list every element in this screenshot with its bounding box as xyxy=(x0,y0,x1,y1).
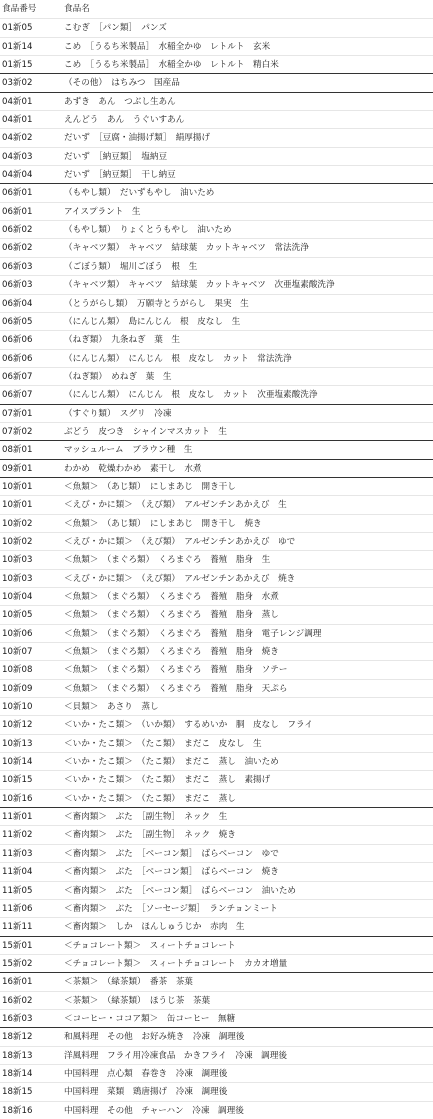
food-code-cell: 11新03 xyxy=(2,848,33,859)
food-code-cell: 01新14 xyxy=(2,41,33,52)
table-row xyxy=(0,330,433,348)
food-code-cell: 11新02 xyxy=(2,830,33,841)
table-row xyxy=(0,294,433,312)
food-code-cell: 10新06 xyxy=(2,628,33,639)
food-name-cell: ＜コーヒー・ココア類＞ 缶コーヒー 無糖 xyxy=(64,1013,236,1024)
table-row xyxy=(0,312,433,330)
food-name-cell: 和風料理 その他 お好み焼き 冷凍 調理後 xyxy=(64,1032,245,1043)
food-name-cell: ＜畜肉類＞ ぶた ［副生物］ ネック 生 xyxy=(64,812,228,823)
food-code-cell: 10新07 xyxy=(2,647,33,658)
food-code-cell: 06新07 xyxy=(2,371,33,382)
food-name-cell: （にんじん類） にんじん 根 皮なし カット 次亜塩素酸洗浄 xyxy=(64,390,318,401)
food-name-cell: ＜いか・たこ類＞ （たこ類） まだこ 蒸し xyxy=(64,793,236,804)
table-row xyxy=(0,1101,433,1119)
food-name-cell: ＜チョコレート類＞ スィートチョコレート カカオ増量 xyxy=(64,958,288,969)
food-name-cell: だいず ［納豆類］ 塩納豆 xyxy=(64,151,168,162)
food-name-cell: （すぐり類） スグリ 冷凍 xyxy=(64,408,172,419)
table-row xyxy=(0,825,433,843)
table-row xyxy=(0,55,433,73)
food-name-cell: （もやし類） だいずもやし 油いため xyxy=(64,188,215,199)
food-name-cell: 中国料理 その他 チャーハン 冷凍 調理後 xyxy=(64,1105,244,1116)
table-row xyxy=(0,899,433,917)
food-code-cell: 06新03 xyxy=(2,261,33,272)
food-code-cell: 01新05 xyxy=(2,23,33,34)
food-code-cell: 16新02 xyxy=(2,995,33,1006)
table-row xyxy=(0,349,433,367)
food-code-cell: 18新13 xyxy=(2,1050,33,1061)
food-code-cell: 08新01 xyxy=(2,445,33,456)
table-row xyxy=(0,991,433,1009)
food-name-cell: （キャベツ類） キャベツ 結球葉 カットキャベツ 次亜塩素酸洗浄 xyxy=(64,280,335,291)
table-row xyxy=(0,92,433,110)
table-row xyxy=(0,147,433,165)
table-row xyxy=(0,642,433,660)
food-code-cell: 06新03 xyxy=(2,280,33,291)
table-row xyxy=(0,936,433,954)
food-code-cell: 10新02 xyxy=(2,536,33,547)
food-code-cell: 06新01 xyxy=(2,206,33,217)
food-code-cell: 06新02 xyxy=(2,243,33,254)
table-row xyxy=(0,275,433,293)
food-code-cell: 10新16 xyxy=(2,793,33,804)
table-row xyxy=(0,18,433,36)
food-name-cell: ＜チョコレート類＞ スィートチョコレート xyxy=(64,940,236,951)
food-name-cell: ＜いか・たこ類＞ （たこ類） まだこ 蒸し 素揚げ xyxy=(64,775,271,786)
table-row xyxy=(0,605,433,623)
food-code-cell: 10新09 xyxy=(2,683,33,694)
food-name-cell: （にんじん類） 島にんじん 根 皮なし 生 xyxy=(64,316,241,327)
food-code-cell: 16新01 xyxy=(2,977,33,988)
food-code-cell: 18新14 xyxy=(2,1068,33,1079)
food-name-cell: （その他） はちみつ 国産品 xyxy=(64,78,180,89)
table-row xyxy=(0,1027,433,1045)
table-row xyxy=(0,128,433,146)
table-header xyxy=(0,0,433,18)
food-name-cell: ＜いか・たこ類＞ （いか類） するめいか 胴 皮なし フライ xyxy=(64,720,313,731)
table-row xyxy=(0,73,433,91)
food-name-cell: （キャベツ類） キャベツ 結球葉 カットキャベツ 常法洗浄 xyxy=(64,243,309,254)
table-row xyxy=(0,220,433,238)
food-code-cell: 06新07 xyxy=(2,390,33,401)
table-row xyxy=(0,183,433,201)
food-code-cell: 06新02 xyxy=(2,225,33,236)
table-row xyxy=(0,624,433,642)
table-row xyxy=(0,587,433,605)
table-row xyxy=(0,477,433,495)
food-code-cell: 15新01 xyxy=(2,940,33,951)
food-code-cell: 18新12 xyxy=(2,1032,33,1043)
food-name-cell: ＜茶類＞ （緑茶類） 番茶 茶葉 xyxy=(64,977,193,988)
column-header-code: 食品番号 xyxy=(2,4,37,14)
table-row xyxy=(0,972,433,990)
table-row xyxy=(0,807,433,825)
table-row xyxy=(0,954,433,972)
food-name-cell: ＜魚類＞ （まぐろ類） くろまぐろ 養殖 脂身 ソテー xyxy=(64,665,288,676)
food-code-cell: 04新01 xyxy=(2,115,33,126)
food-name-cell: ＜魚類＞ （まぐろ類） くろまぐろ 養殖 脂身 天ぷら xyxy=(64,683,288,694)
food-code-cell: 11新06 xyxy=(2,903,33,914)
food-code-cell: 06新01 xyxy=(2,188,33,199)
food-name-cell: ＜えび・かに類＞ （えび類） アルゼンチンあかえび 生 xyxy=(64,500,287,511)
food-name-cell: （とうがらし類） 万願寺とうがらし 果実 生 xyxy=(64,298,249,309)
food-name-cell: ＜畜肉類＞ ぶた ［副生物］ ネック 焼き xyxy=(64,830,236,841)
food-code-cell: 10新14 xyxy=(2,757,33,768)
food-code-cell: 10新15 xyxy=(2,775,33,786)
table-row xyxy=(0,440,433,458)
food-code-cell: 11新04 xyxy=(2,867,33,878)
food-name-cell: ぶどう 皮つき シャインマスカット 生 xyxy=(64,426,228,437)
food-name-cell: （にんじん類） にんじん 根 皮なし カット 常法洗浄 xyxy=(64,353,292,364)
food-name-cell: こめ ［うるち米製品］ 水稲全かゆ レトルト 玄米 xyxy=(64,41,271,52)
food-code-cell: 06新06 xyxy=(2,353,33,364)
table-row xyxy=(0,679,433,697)
food-name-cell: 中国料理 菜類 鶏唐揚げ 冷凍 調理後 xyxy=(64,1087,228,1098)
food-name-cell: ＜魚類＞ （まぐろ類） くろまぐろ 養殖 脂身 水煮 xyxy=(64,592,279,602)
food-name-cell: わかめ 乾燥わかめ 素干し 水煮 xyxy=(64,463,202,474)
food-code-cell: 04新03 xyxy=(2,151,33,162)
food-code-cell: 15新02 xyxy=(2,958,33,969)
food-code-cell: 06新05 xyxy=(2,316,33,327)
food-name-cell: （ごぼう類） 堀川ごぼう 根 生 xyxy=(64,261,198,272)
food-code-cell: 01新15 xyxy=(2,60,33,71)
table-row xyxy=(0,752,433,770)
table-row xyxy=(0,715,433,733)
table-row xyxy=(0,514,433,532)
table-row xyxy=(0,238,433,256)
food-code-cell: 10新01 xyxy=(2,500,33,511)
table-row xyxy=(0,917,433,935)
table-row xyxy=(0,532,433,550)
table-row xyxy=(0,495,433,513)
food-code-cell: 04新01 xyxy=(2,96,33,107)
food-name-cell: 洋風料理 フライ用冷凍食品 かきフライ 冷凍 調理後 xyxy=(64,1050,287,1061)
table-row xyxy=(0,862,433,880)
food-name-cell: （もやし類） りょくとうもやし 油いため xyxy=(64,225,232,236)
food-name-cell: ＜いか・たこ類＞ （たこ類） まだこ 皮なし 生 xyxy=(64,738,262,749)
table-row xyxy=(0,844,433,862)
food-code-cell: 07新02 xyxy=(2,426,33,437)
food-code-cell: 06新06 xyxy=(2,335,33,346)
food-code-cell: 09新01 xyxy=(2,463,33,474)
table-row xyxy=(0,550,433,568)
food-name-cell: ＜茶類＞ （緑茶類） ほうじ茶 茶葉 xyxy=(64,995,211,1006)
food-name-cell: ＜魚類＞ （あじ類） にしまあじ 開き干し 焼き xyxy=(64,518,262,529)
food-code-cell: 04新02 xyxy=(2,133,33,144)
table-row xyxy=(0,459,433,477)
table-row xyxy=(0,789,433,807)
food-name-cell: 中国料理 点心類 春巻き 冷凍 調理後 xyxy=(64,1068,228,1079)
food-code-cell: 10新08 xyxy=(2,665,33,676)
table-row xyxy=(0,37,433,55)
food-name-cell: こむぎ ［パン類］ パンズ xyxy=(64,23,167,34)
food-code-cell: 18新16 xyxy=(2,1105,33,1116)
food-name-cell: ＜魚類＞ （あじ類） にしまあじ 開き干し xyxy=(64,481,236,492)
food-name-cell: ＜畜肉類＞ ぶた ［ベーコン類］ ばらベーコン ゆで xyxy=(64,848,279,859)
table-row xyxy=(0,202,433,220)
table-row xyxy=(0,367,433,385)
food-code-cell: 10新04 xyxy=(2,592,33,602)
food-name-cell: ＜魚類＞ （まぐろ類） くろまぐろ 養殖 脂身 蒸し xyxy=(64,610,279,621)
table-row xyxy=(0,660,433,678)
food-code-cell: 10新05 xyxy=(2,610,33,621)
table-body xyxy=(0,18,433,1119)
food-name-cell: ＜畜肉類＞ ぶた ［ベーコン類］ ばらベーコン 焼き xyxy=(64,867,279,878)
table-row xyxy=(0,165,433,183)
food-name-cell: ＜魚類＞ （まぐろ類） くろまぐろ 養殖 脂身 焼き xyxy=(64,647,279,658)
food-code-cell: 10新10 xyxy=(2,702,33,713)
table-row xyxy=(0,881,433,899)
food-name-cell: マッシュルーム ブラウン種 生 xyxy=(64,445,193,456)
food-code-cell: 11新05 xyxy=(2,885,33,896)
table-row xyxy=(0,404,433,422)
food-name-cell: えんどう あん うぐいすあん xyxy=(64,115,185,126)
food-code-cell: 10新12 xyxy=(2,720,33,731)
food-name-cell: アイスプラント 生 xyxy=(64,206,141,217)
food-code-cell: 10新01 xyxy=(2,481,33,492)
food-code-cell: 10新13 xyxy=(2,738,33,749)
food-code-cell: 10新03 xyxy=(2,573,33,584)
food-code-cell: 11新01 xyxy=(2,812,33,823)
table-row xyxy=(0,697,433,715)
food-name-cell: ＜畜肉類＞ ぶた ［ベーコン類］ ばらベーコン 油いため xyxy=(64,885,297,896)
column-header-name: 食品名 xyxy=(64,4,90,14)
table-row xyxy=(0,734,433,752)
food-name-cell: あずき あん つぶし生あん xyxy=(64,96,176,107)
food-name-cell: ＜魚類＞ （まぐろ類） くろまぐろ 養殖 脂身 生 xyxy=(64,555,271,566)
food-code-cell: 07新01 xyxy=(2,408,33,419)
table-row xyxy=(0,1064,433,1082)
food-name-cell: ＜畜肉類＞ しか ほんしゅうじか 赤肉 生 xyxy=(64,922,245,933)
table-row xyxy=(0,1082,433,1100)
food-name-cell: こめ ［うるち米製品］ 水稲全かゆ レトルト 精白米 xyxy=(64,60,279,71)
table-row xyxy=(0,1046,433,1064)
table-row xyxy=(0,569,433,587)
food-code-cell: 11新11 xyxy=(2,922,33,933)
table-row xyxy=(0,422,433,440)
food-name-cell: ＜えび・かに類＞ （えび類） アルゼンチンあかえび ゆで xyxy=(64,536,296,547)
food-name-cell: だいず ［納豆類］ 干し納豆 xyxy=(64,170,176,181)
food-name-cell: （ねぎ類） めねぎ 葉 生 xyxy=(64,371,172,382)
food-code-cell: 04新04 xyxy=(2,170,33,181)
table-row xyxy=(0,770,433,788)
food-code-cell: 10新03 xyxy=(2,555,33,566)
food-code-cell: 10新02 xyxy=(2,518,33,529)
table-row xyxy=(0,385,433,403)
food-name-cell: ＜いか・たこ類＞ （たこ類） まだこ 蒸し 油いため xyxy=(64,757,279,768)
food-name-cell: （ねぎ類） 九条ねぎ 葉 生 xyxy=(64,335,181,346)
table-row xyxy=(0,257,433,275)
food-name-cell: ＜貝類＞ あさり 蒸し xyxy=(64,702,159,713)
food-code-cell: 18新15 xyxy=(2,1087,33,1098)
food-name-cell: ＜魚類＞ （まぐろ類） くろまぐろ 養殖 脂身 電子レンジ調理 xyxy=(64,628,322,639)
food-code-cell: 06新04 xyxy=(2,298,33,309)
table-row xyxy=(0,110,433,128)
food-name-cell: ＜えび・かに類＞ （えび類） アルゼンチンあかえび 焼き xyxy=(64,573,296,584)
food-name-cell: ＜畜肉類＞ ぶた ［ソーセージ類］ ランチョンミート xyxy=(64,903,278,914)
food-code-cell: 16新03 xyxy=(2,1013,33,1024)
food-code-cell: 03新02 xyxy=(2,78,33,89)
food-name-cell: だいず ［豆腐・油揚げ類］ 絹厚揚げ xyxy=(64,133,211,144)
table-row xyxy=(0,1009,433,1027)
